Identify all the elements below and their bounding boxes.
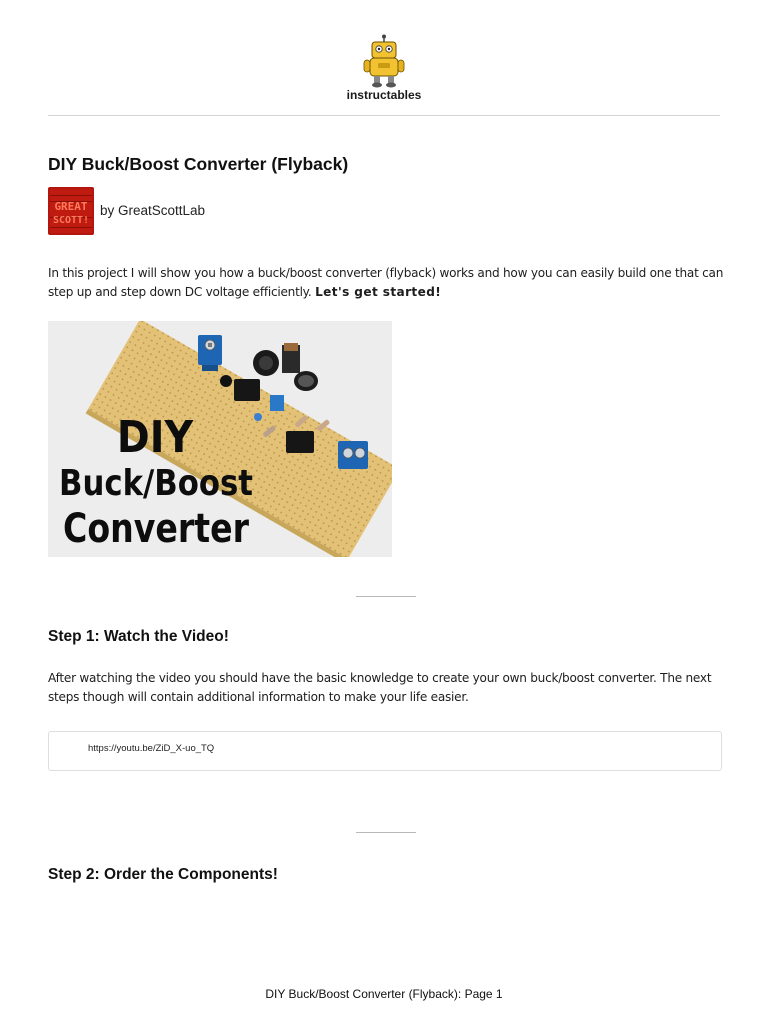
- hero-text-converter: Converter: [63, 506, 250, 552]
- header-divider: [48, 115, 720, 116]
- page-header: [0, 0, 768, 116]
- robot-mascot-icon: [362, 34, 406, 88]
- avatar-text-scott: SCOTT!: [52, 215, 90, 226]
- author-byline[interactable]: by GreatScottLab: [100, 203, 206, 218]
- hero-image: [48, 321, 392, 557]
- intro-text: In this project I will show you how a buck/boost converter (flyback) works and how you can easily build one that can step up and step down DC voltage efficiently.: [48, 266, 724, 299]
- step-2-title: Step 2: Order the Components!: [48, 866, 278, 883]
- page-footer: DIY Buck/Boost Converter (Flyback): Page 1: [265, 987, 503, 1001]
- intro-paragraph: [48, 264, 738, 302]
- video-embed-box[interactable]: [48, 731, 722, 771]
- hero-text-buck-boost: Buck/Boost: [59, 463, 253, 504]
- hero-text-diy: DIY: [116, 411, 194, 463]
- intro-bold-text: Let's get started!: [315, 285, 442, 299]
- avatar-text-great: GREAT: [54, 200, 88, 213]
- site-logo-text[interactable]: instructables: [346, 88, 422, 102]
- step-1-title: Step 1: Watch the Video!: [48, 628, 229, 645]
- section-divider: [356, 596, 416, 597]
- section-divider: [356, 832, 416, 833]
- page-title: DIY Buck/Boost Converter (Flyback): [48, 154, 349, 174]
- terminal-block-right: [338, 441, 368, 469]
- author-avatar[interactable]: [48, 187, 94, 235]
- video-link[interactable]: https://youtu.be/ZiD_X-uo_TQ: [88, 743, 215, 754]
- hero-image-graphic: [48, 321, 392, 557]
- step-1-text: After watching the video you should have the basic knowledge to create your own buck/boost converter. The next steps though will contain additional information to make your life easier.: [48, 671, 712, 704]
